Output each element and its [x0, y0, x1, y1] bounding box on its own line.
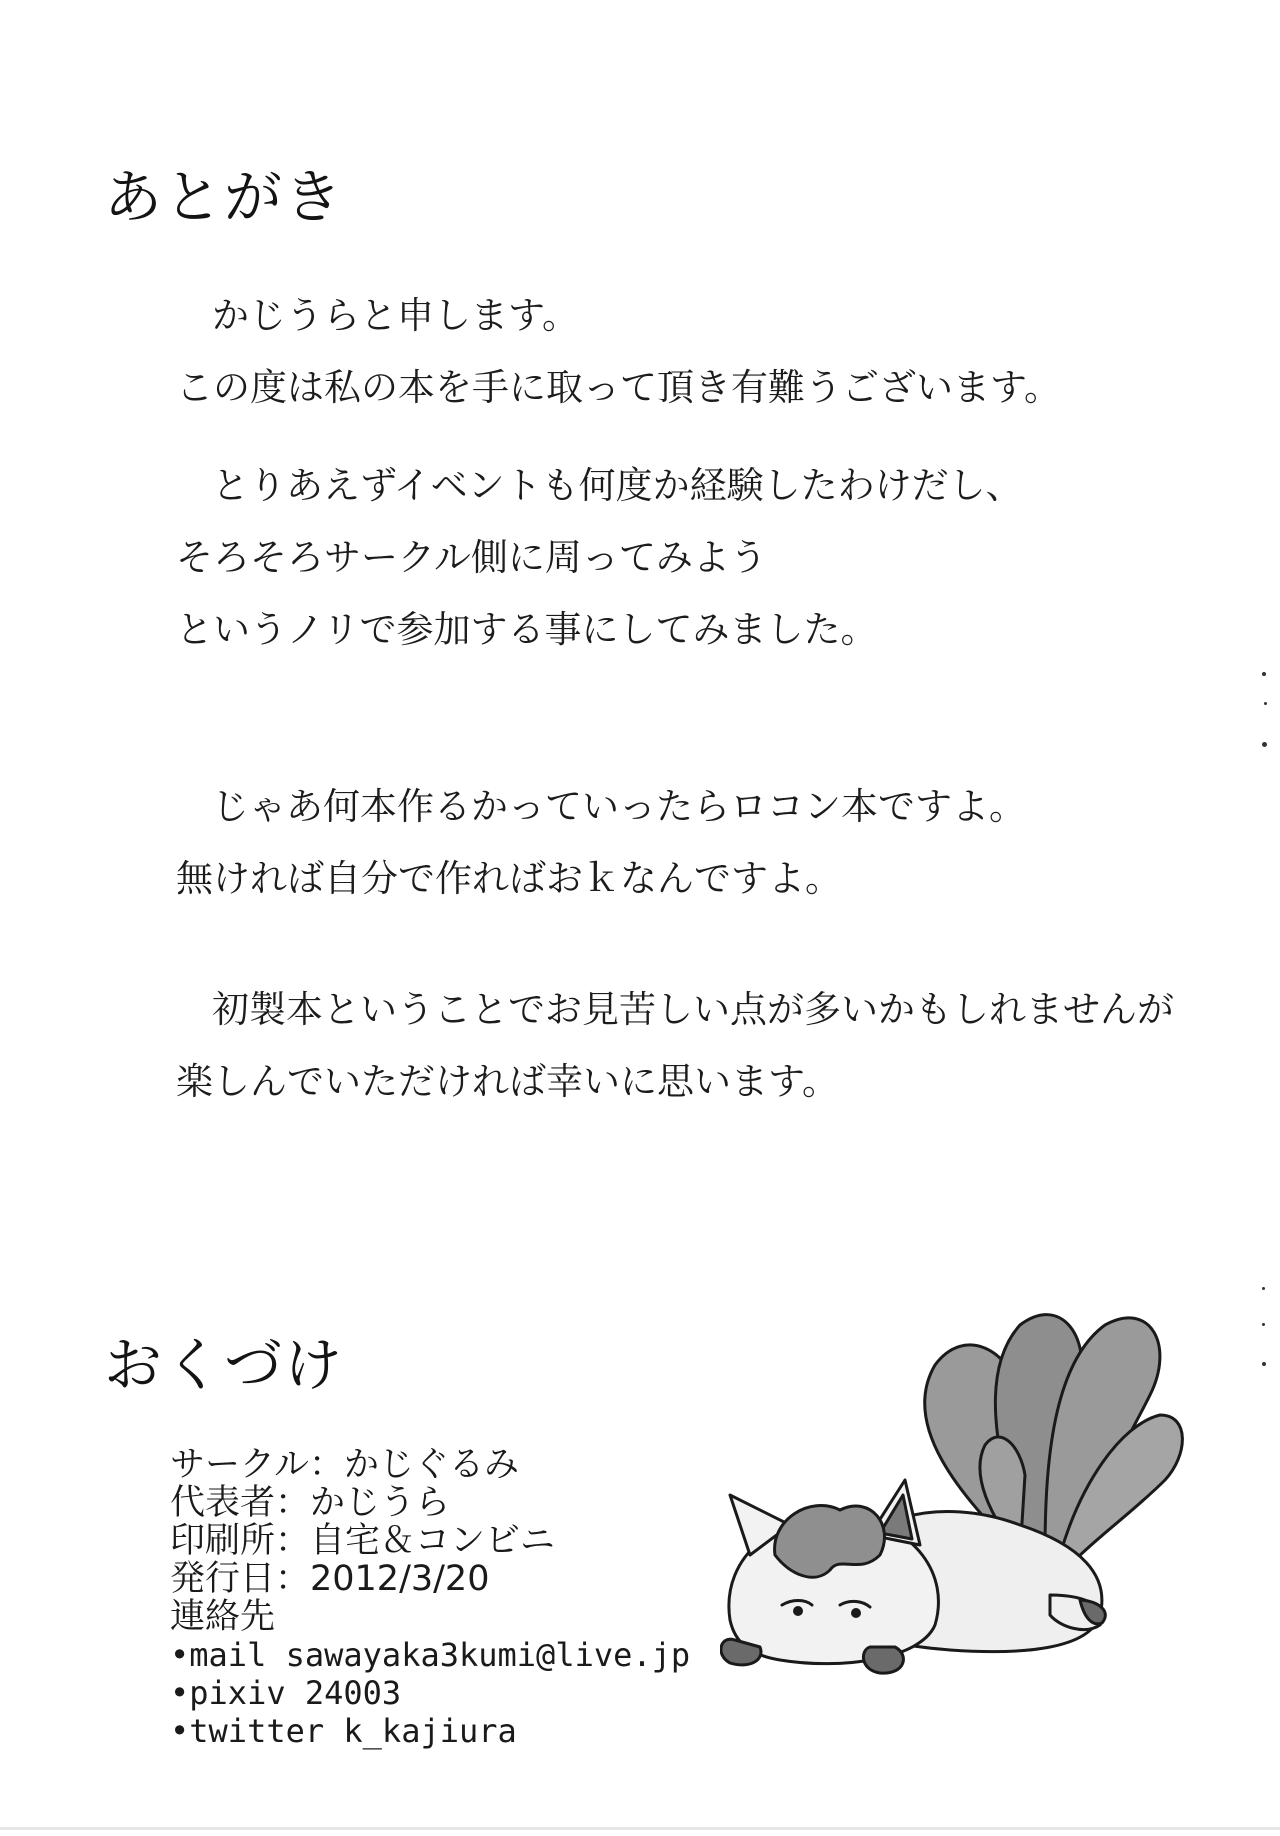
text-line: そろそろサークル側に周ってみよう: [176, 536, 767, 579]
scan-speck: [1262, 742, 1267, 747]
text-line: 無ければ自分で作ればおｋなんですよ。: [176, 857, 842, 900]
contact-label: 連絡先: [170, 1597, 276, 1637]
text-line: かじうらと申します。: [212, 294, 580, 337]
text-line: この度は私の本を手に取って頂き有難うございます。: [176, 366, 1062, 409]
text-line: というノリで参加する事にしてみました。: [176, 608, 878, 651]
colophon-block: [170, 1446, 690, 1750]
afterword-paragraph: [176, 450, 1023, 666]
circle-name: サークル：かじぐるみ: [170, 1445, 519, 1485]
issue-date: 発行日：2012/3/20: [170, 1559, 490, 1599]
afterword-paragraph: [176, 771, 1026, 915]
afterword-paragraph: [176, 974, 1174, 1118]
contact-twitter: •twitter k_kajiura: [170, 1712, 517, 1750]
colophon-title: おくづけ: [104, 1331, 345, 1399]
text-line: じゃあ何本作るかっていったらロコン本ですよ。: [212, 785, 1026, 828]
text-line: 初製本ということでお見苦しい点が多いかもしれませんが: [212, 988, 1174, 1031]
scan-speck: [1264, 702, 1267, 705]
vulpix-mascot-icon: [720, 1255, 1190, 1675]
scan-speck: [1262, 1323, 1265, 1326]
contact-mail: •mail sawayaka3kumi@live.jp: [170, 1636, 691, 1674]
text-line: とりあえずイベントも何度か経験したわけだし、: [212, 464, 1023, 507]
representative: 代表者：かじうら: [170, 1483, 451, 1523]
page-edge: [0, 1827, 1280, 1830]
scan-speck: [1262, 672, 1266, 676]
printer: 印刷所：自宅＆コンビニ: [170, 1521, 556, 1561]
contact-pixiv: •pixiv 24003: [170, 1674, 402, 1712]
afterword-paragraph: [176, 280, 1061, 424]
scan-speck: [1262, 1287, 1265, 1290]
scan-speck: [1262, 1362, 1266, 1366]
afterword-title: あとがき: [104, 163, 345, 231]
text-line: 楽しんでいただければ幸いに思います。: [176, 1060, 840, 1103]
